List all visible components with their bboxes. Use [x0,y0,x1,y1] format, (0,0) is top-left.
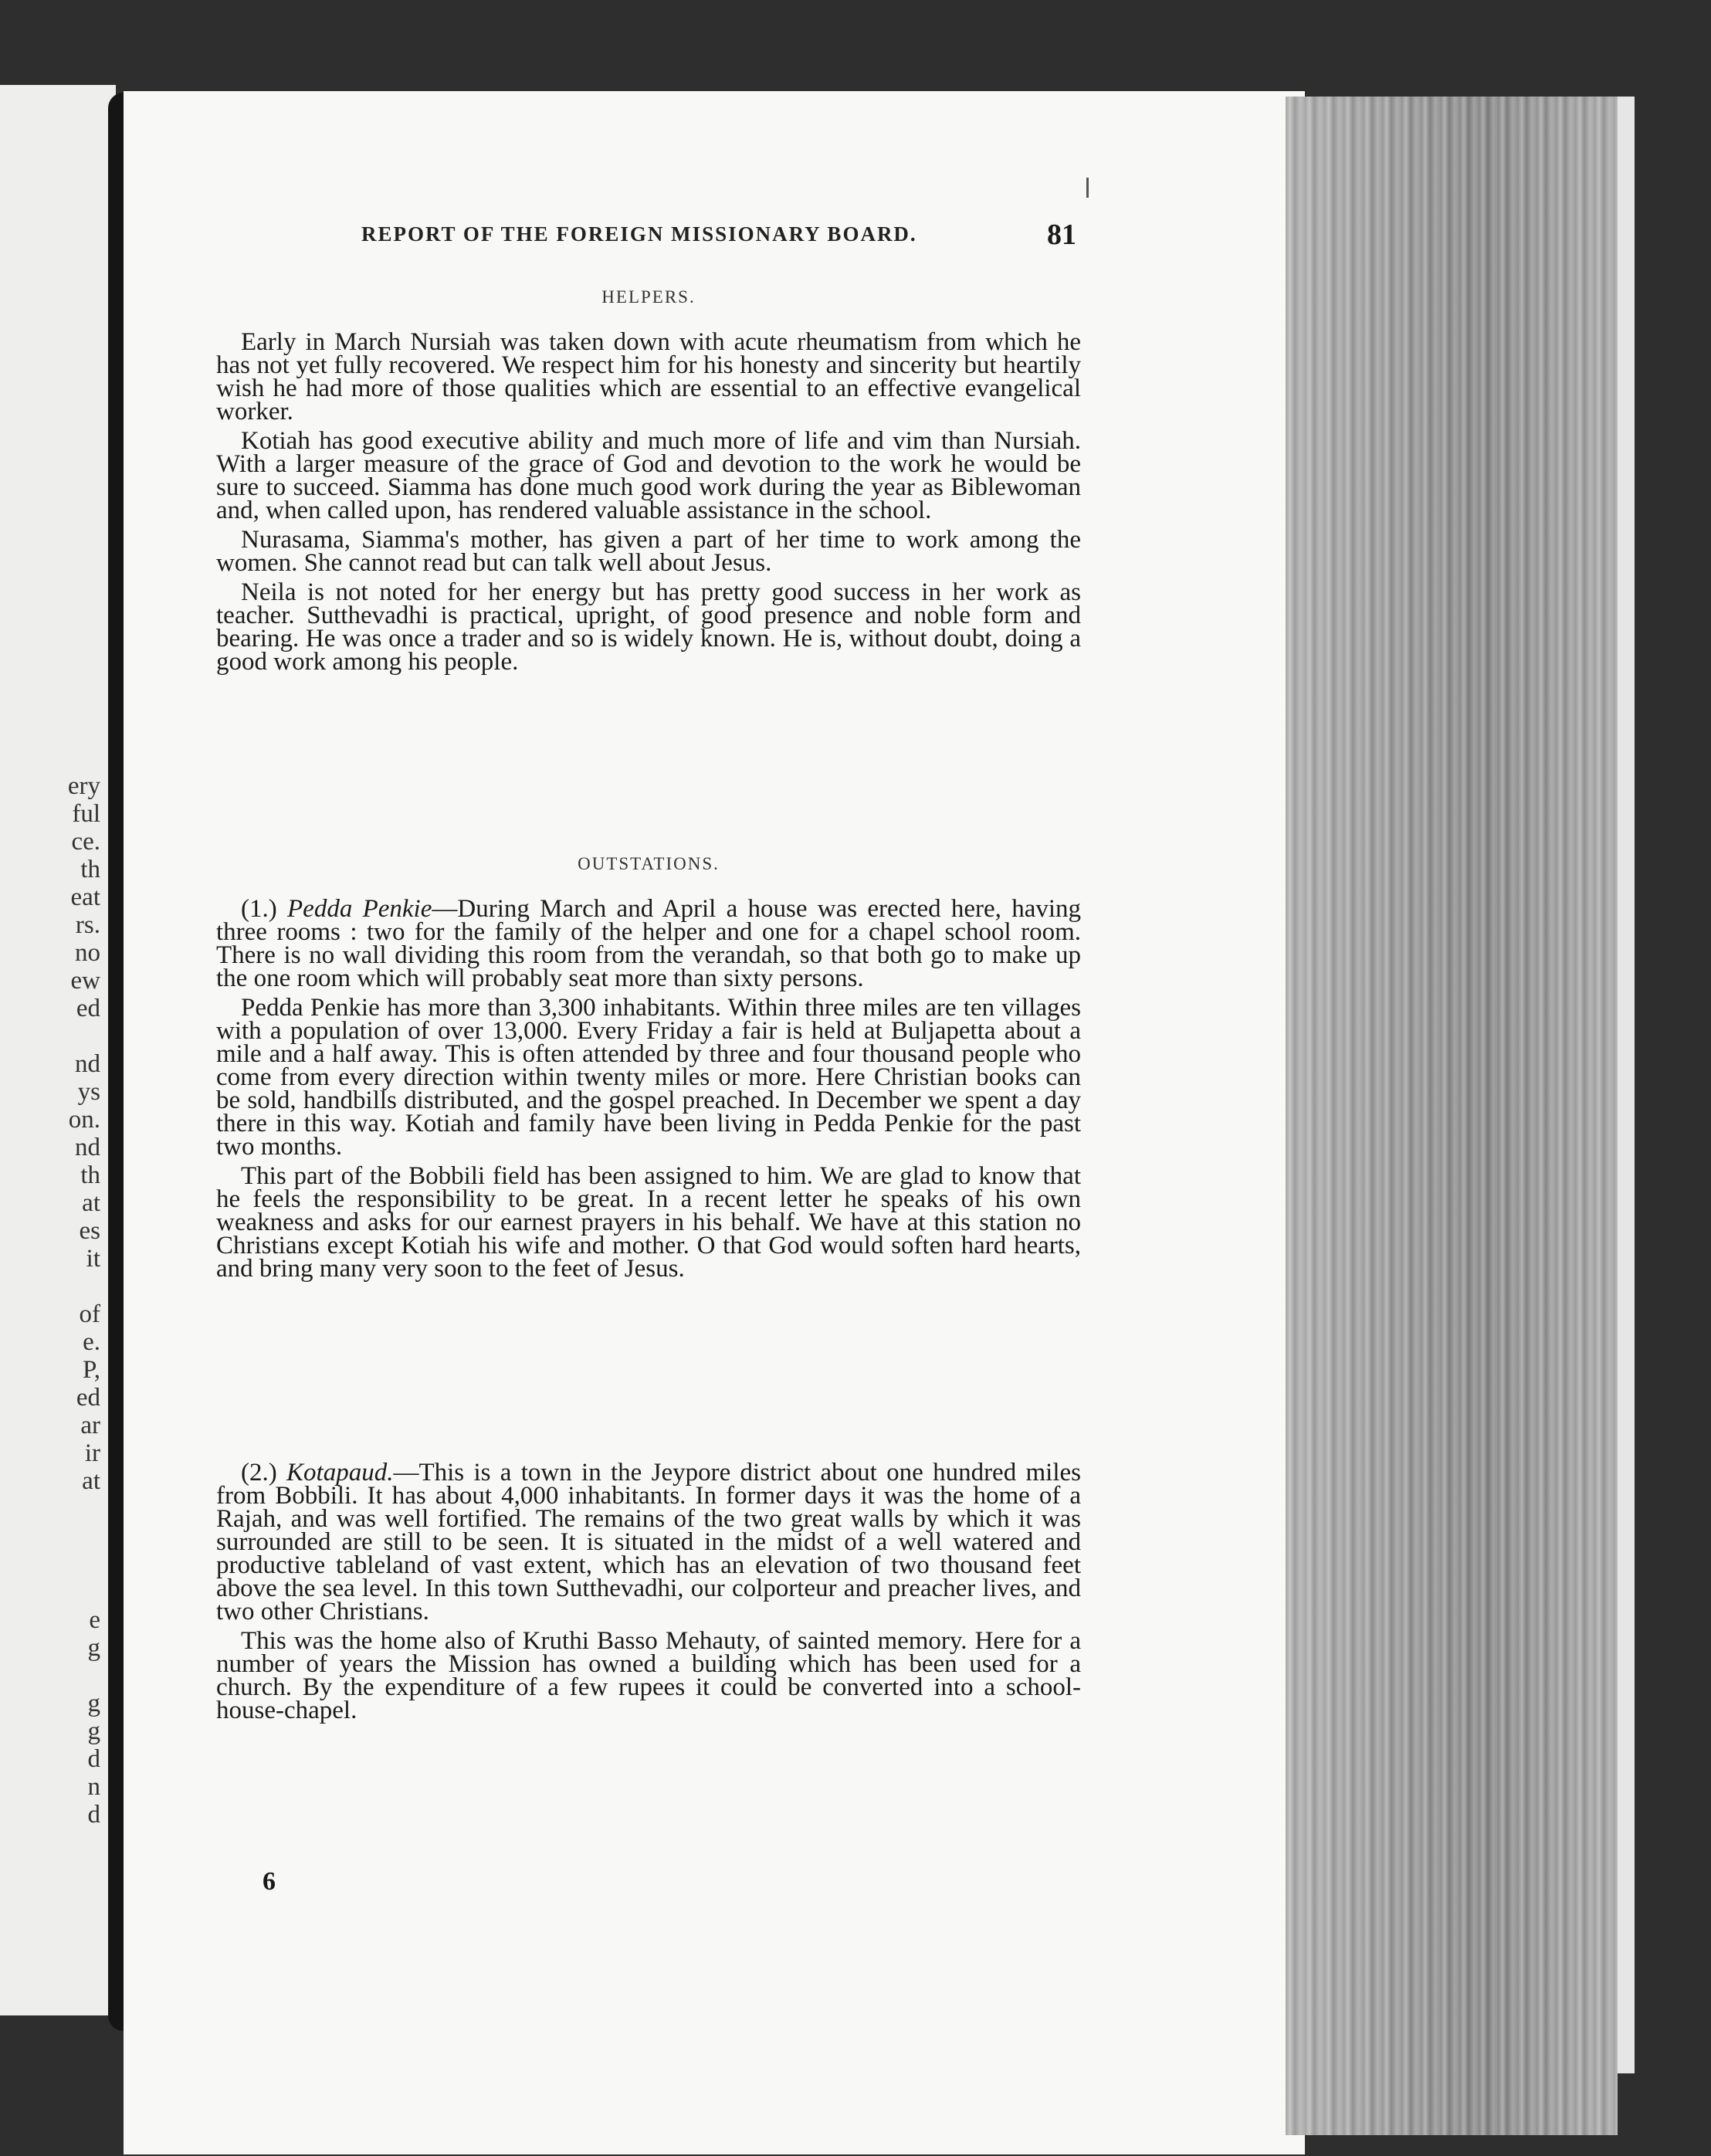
paragraph: Neila is not noted for her energy but has pretty good success in her work as teacher. Sutthevadhi is practical, upright, of good presence and noble form and bearing. He was once a trader and so is widely known. He is, without doubt, doing a good work among his people. [216,578,1081,676]
left-page-fragment: es [79,1217,100,1245]
outstation-pedda-penkie [216,895,1082,1283]
left-page-fragment [0,1523,100,1551]
left-page-fragment: ful [72,800,100,828]
left-page-fragment: no [75,939,100,967]
left-page-fragment: nd [75,1134,100,1161]
section-heading-outstations: OUTSTATIONS. [578,854,720,873]
paragraph [216,897,1081,990]
left-page-fragment [0,1273,100,1300]
left-page-fragment [0,1022,100,1050]
paragraph: Nurasama, Siamma's mother, has given a part of her time to work among the women. She cannot read but can talk well about Jesus. [216,526,1081,577]
outstation-kotapaud [216,1461,1081,1722]
left-page-fragment [0,1551,100,1578]
helpers-section [216,328,1081,676]
paragraph: This was the home also of Kruthi Basso Mehauty, of sainted memory. Here for a number of years the Mission has owned a building which has been used for a church. By the expenditure of a few rupees it could be converted into a school-house-chapel. [216,1627,1081,1724]
left-page-fragment: th [80,856,100,883]
paragraph-text: —This is a town in the Jeypore district about one hundred miles from Bobbili. It has about 4,000 inhabitants. In former days it was the home of a Rajah, and was well fortified. The remains of the two great walls by which it was surrounded are still to be seen. It is situated in the midst of a well watered and productive tableland of vast extent, which has an elevation of two thousand feet above the sea level. In this town Sutthevadhi, our colporteur and preacher lives, and two other Christians. [216,1459,1082,1625]
left-page-fragment: th [80,1161,100,1189]
section-heading-helpers: HELPERS. [601,287,696,307]
left-page-fragment [0,1578,100,1606]
left-page [0,85,116,2015]
left-page-fragment: P, [83,1356,100,1384]
left-page-fragment [0,1662,100,1690]
left-page-fragment: e [89,1606,100,1634]
left-page-fragment: ar [80,1412,100,1439]
page-number: 81 [1047,219,1076,251]
paragraph: Early in March Nursiah was taken down with acute rheumatism from which he has not yet fully recovered. We respect him for his honesty and sincerity but heartily wish he had more of those qualities which are essential to an effective evangelical worker. [216,328,1081,425]
left-page-fragment: nd [75,1050,100,1078]
place-name: Pedda Penkie [287,895,432,923]
left-page-fragment: ys [77,1078,100,1106]
paragraph-text: —During March and April a house was erected here, having three rooms : two for the family of the helper and one for a chapel school room. There is no wall dividing this room from the verandah, so that both go to make up the one room which will probably seat more than sixty persons. [216,895,1082,992]
left-page-fragment: d [87,1745,100,1773]
left-page-fragment: it [86,1245,100,1273]
left-page-fragment: of [79,1300,100,1328]
left-page-fragment: n [87,1773,100,1801]
running-head: REPORT OF THE FOREIGN MISSIONARY BOARD. [361,222,917,246]
item-number: (1.) [241,895,277,923]
left-page-fragment: ew [70,967,100,995]
left-page-fragment: g [87,1690,100,1717]
left-page-fragment [0,1495,100,1523]
left-page-fragment: eat [70,883,100,911]
left-page-fragment: ed [76,1384,100,1412]
left-page-fragment: ir [84,1439,100,1467]
paragraph: Kotiah has good executive ability and much more of life and vim than Nursiah. With a larger measure of the grace of God and devotion to the work he would be sure to succeed. Siamma has done much good work during the year as Biblewoman and, when called upon, has rendered valuable assistance in the school. [216,427,1081,524]
page-edge-highlight [1618,97,1635,2073]
paragraph: This part of the Bobbili field has been assigned to him. We are glad to know that he feels the responsibility to be great. In a recent letter he speaks of his own weakness and asks for our earnest prayers in his behalf. We have at this station no Christians except Kotiah his wife and mother. O that God would soften hard hearts, and bring many very soon to the feet of Jesus. [216,1162,1081,1283]
left-page-fragment: g [87,1717,100,1745]
left-page-fragment: g [87,1634,100,1662]
item-number: (2.) [241,1459,277,1486]
page-mark [1086,178,1089,198]
left-page-fragment: rs. [75,911,100,939]
left-page-fragment: on. [68,1106,100,1134]
left-page-fragment: ery [67,772,100,800]
left-page-fragment: at [82,1467,100,1495]
left-page-fragment: e. [83,1328,100,1356]
left-page-fragment: d [87,1801,100,1829]
left-page-fragment: at [82,1189,100,1217]
signature-number: 6 [263,1867,276,1896]
place-name: Kotapaud. [286,1459,394,1486]
paragraph [216,1461,1081,1623]
page-edges [1286,97,1618,2135]
left-page-fragment: ed [76,995,100,1022]
paragraph: Pedda Penkie has more than 3,300 inhabitants. Within three miles are ten villages with a population of over 13,000. Every Friday a fair is held at Buljapetta about a mile and a half away. This is often attended by three and four thousand people who come from every direction within twenty miles or more. Here Christian books can be sold, handbills distributed, and the gospel preached. In December we spent a day there in this way. Kotiah and family have been living in Pedda Penkie for the past two months. [216,994,1081,1161]
left-page-fragment: ce. [71,828,100,856]
left-page-text-fragments [0,772,100,1829]
